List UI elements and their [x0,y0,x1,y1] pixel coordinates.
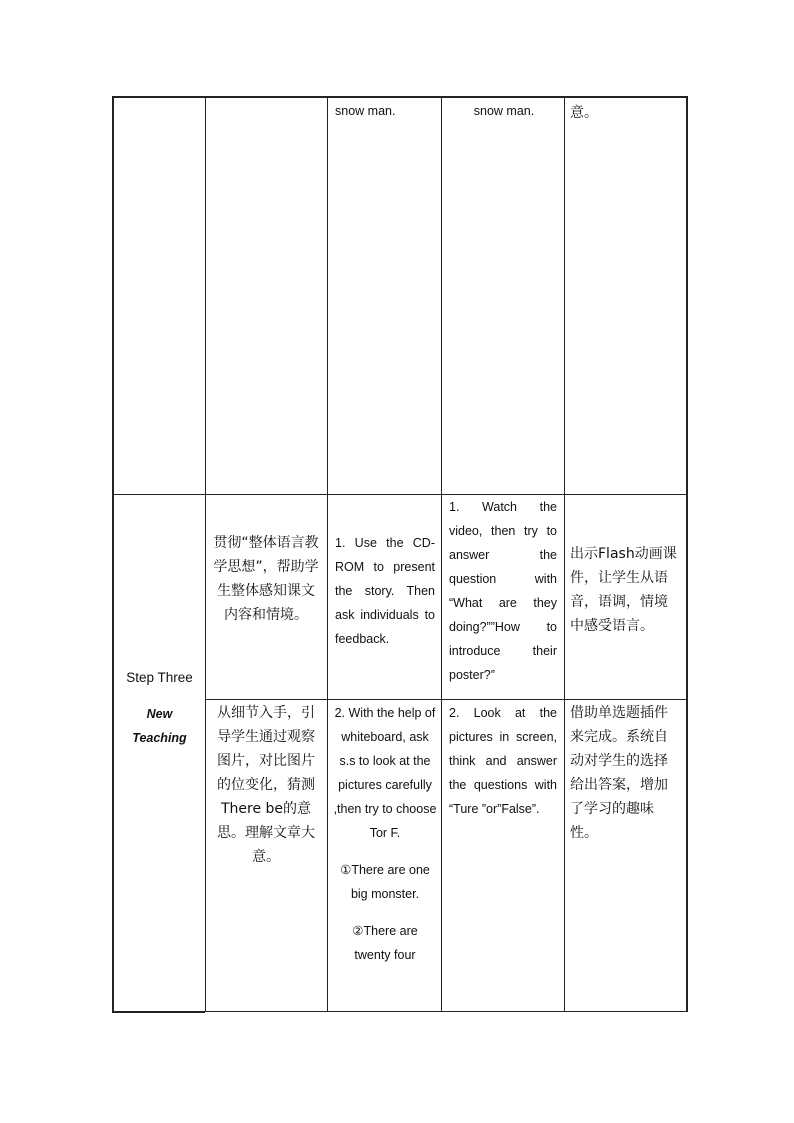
col-border-1 [112,96,114,1013]
row2-purpose: 贯彻“整体语言教学思想”，帮助学生整体感知课文内容和情境。 [213,535,319,623]
row2-student-line: poster?” [449,668,495,682]
row3-teacher-item-1: ①There are one big monster. [340,863,430,901]
col-border-5 [564,96,565,1012]
table-bottom-border-left [112,1011,205,1013]
row2-student-line: question with [449,572,557,586]
col-border-6 [686,96,688,1012]
row3-teacher-activity [333,701,437,967]
col-border-3 [327,96,328,1012]
row2-student-line: answer the [449,548,557,562]
row2-student-line: video, then try to [449,524,557,538]
col-border-2 [205,96,206,1012]
row-divider-2 [205,699,688,700]
row1-design-intent: 意。 [570,105,598,121]
row2-design-intent: 出示Flash动画课件，让学生从语音，语调，情境中感受语言。 [570,546,677,634]
row1-teacher-activity: snow man. [335,104,396,118]
row3-teacher-main: 2. With the help of whiteboard, ask s.s to look at the pictures carefully ,then try to choose Tor F. [333,706,437,840]
row3-design-intent: 借助单选题插件来完成。系统自动对学生的选择给出答案，增加了学习的趣味性。 [570,705,668,841]
row2-student-line: doing?””How to [449,620,557,634]
col-border-4 [441,96,442,1012]
row2-student-line: 1. Watch the [449,500,557,514]
table-top-border [112,96,688,98]
row-divider-1 [112,494,688,495]
step-title: Step Three [126,670,193,685]
step-subtitle-line2: Teaching [132,731,187,745]
step-label-cell [114,666,205,750]
step-subtitle-line1: New [146,707,173,721]
row3-student-activity: 2. Look at the pictures in screen, think and answer the questions with “Ture ”or”False”. [449,706,557,816]
row3-teacher-item-2: ②There are twenty four [352,924,418,962]
row2-student-activity [449,495,557,687]
row3-purpose: 从细节入手，引导学生通过观察图片，对比图片的位变化，猜测There be的意思。理解文章大意。 [217,705,315,865]
row2-student-line: introduce their [449,644,557,658]
row2-student-line: “What are they [449,596,557,610]
table-bottom-border-right [205,1011,688,1012]
row2-teacher-activity: 1. Use the CD-ROM to present the story. Then ask individuals to feedback. [335,536,435,646]
row1-student-activity: snow man. [473,104,535,118]
